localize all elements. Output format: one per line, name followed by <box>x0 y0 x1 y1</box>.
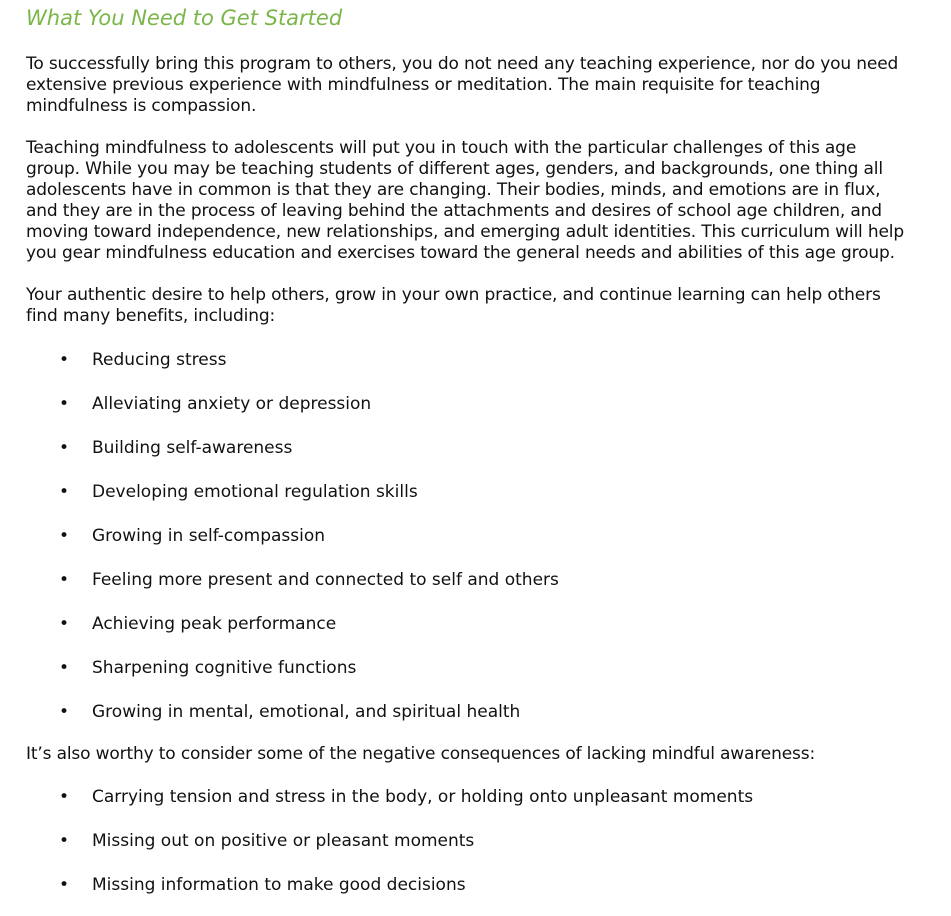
bullet-icon: • <box>59 831 70 851</box>
bullet-icon: • <box>59 702 70 722</box>
consequences-list <box>26 785 906 897</box>
bullet-icon: • <box>59 614 70 634</box>
bullet-icon: • <box>59 875 70 895</box>
list-item-text: Sharpening cognitive functions <box>92 658 357 678</box>
list-item-text: Building self-awareness <box>92 438 293 458</box>
list-item-text: Growing in mental, emotional, and spiritual health <box>92 702 521 722</box>
bullet-icon: • <box>59 394 70 414</box>
list-item-text: Missing information to make good decisions <box>92 875 466 895</box>
benefits-intro-paragraph: Your authentic desire to help others, grow in your own practice, and continue learning can help others find many benefits, including: <box>26 285 881 326</box>
list-item-text: Achieving peak performance <box>92 614 337 634</box>
consequences-intro-paragraph: It’s also worthy to consider some of the negative consequences of lacking mindful awareness: <box>26 744 816 764</box>
list-item <box>26 873 906 897</box>
list-item <box>26 700 906 724</box>
bullet-icon: • <box>59 482 70 502</box>
document-page <box>26 0 906 897</box>
bullet-icon: • <box>59 658 70 678</box>
list-item-text: Missing out on positive or pleasant moments <box>92 831 475 851</box>
list-item <box>26 612 906 636</box>
list-item-text: Developing emotional regulation skills <box>92 482 418 502</box>
intro-paragraph: To successfully bring this program to others, you do not need any teaching experience, nor do you need extensive previous experience with mindfulness or meditation. The main requisite for teaching mindfulness is compassion. <box>26 54 899 116</box>
list-item <box>26 436 906 460</box>
list-item-text: Carrying tension and stress in the body, or holding onto unpleasant moments <box>92 787 754 807</box>
section-heading: What You Need to Get Started <box>26 6 343 30</box>
list-item <box>26 480 906 504</box>
list-item <box>26 829 906 853</box>
list-item-text: Feeling more present and connected to self and others <box>92 570 559 590</box>
list-item <box>26 524 906 548</box>
list-item-text: Alleviating anxiety or depression <box>92 394 372 414</box>
list-item <box>26 656 906 680</box>
list-item <box>26 568 906 592</box>
bullet-icon: • <box>59 350 70 370</box>
list-item-text: Reducing stress <box>92 350 227 370</box>
bullet-icon: • <box>59 438 70 458</box>
list-item <box>26 392 906 416</box>
benefits-list <box>26 348 906 724</box>
list-item <box>26 785 906 809</box>
list-item <box>26 348 906 372</box>
bullet-icon: • <box>59 526 70 546</box>
bullet-icon: • <box>59 787 70 807</box>
list-item-text: Growing in self-compassion <box>92 526 326 546</box>
adolescents-paragraph: Teaching mindfulness to adolescents will put you in touch with the particular challenges of this age group. While you may be teaching students of different ages, genders, and backgrounds, one thing all adolescents have in common is that they are changing. Their bodies, minds, and emotions are in flux, and they are in the process of leaving behind the attachments and desires of school age children, and moving toward independence, new relationships, and emerging adult identities. This curriculum will help you gear mindfulness education and exercises toward the general needs and abilities of this age group. <box>26 138 905 263</box>
bullet-icon: • <box>59 570 70 590</box>
